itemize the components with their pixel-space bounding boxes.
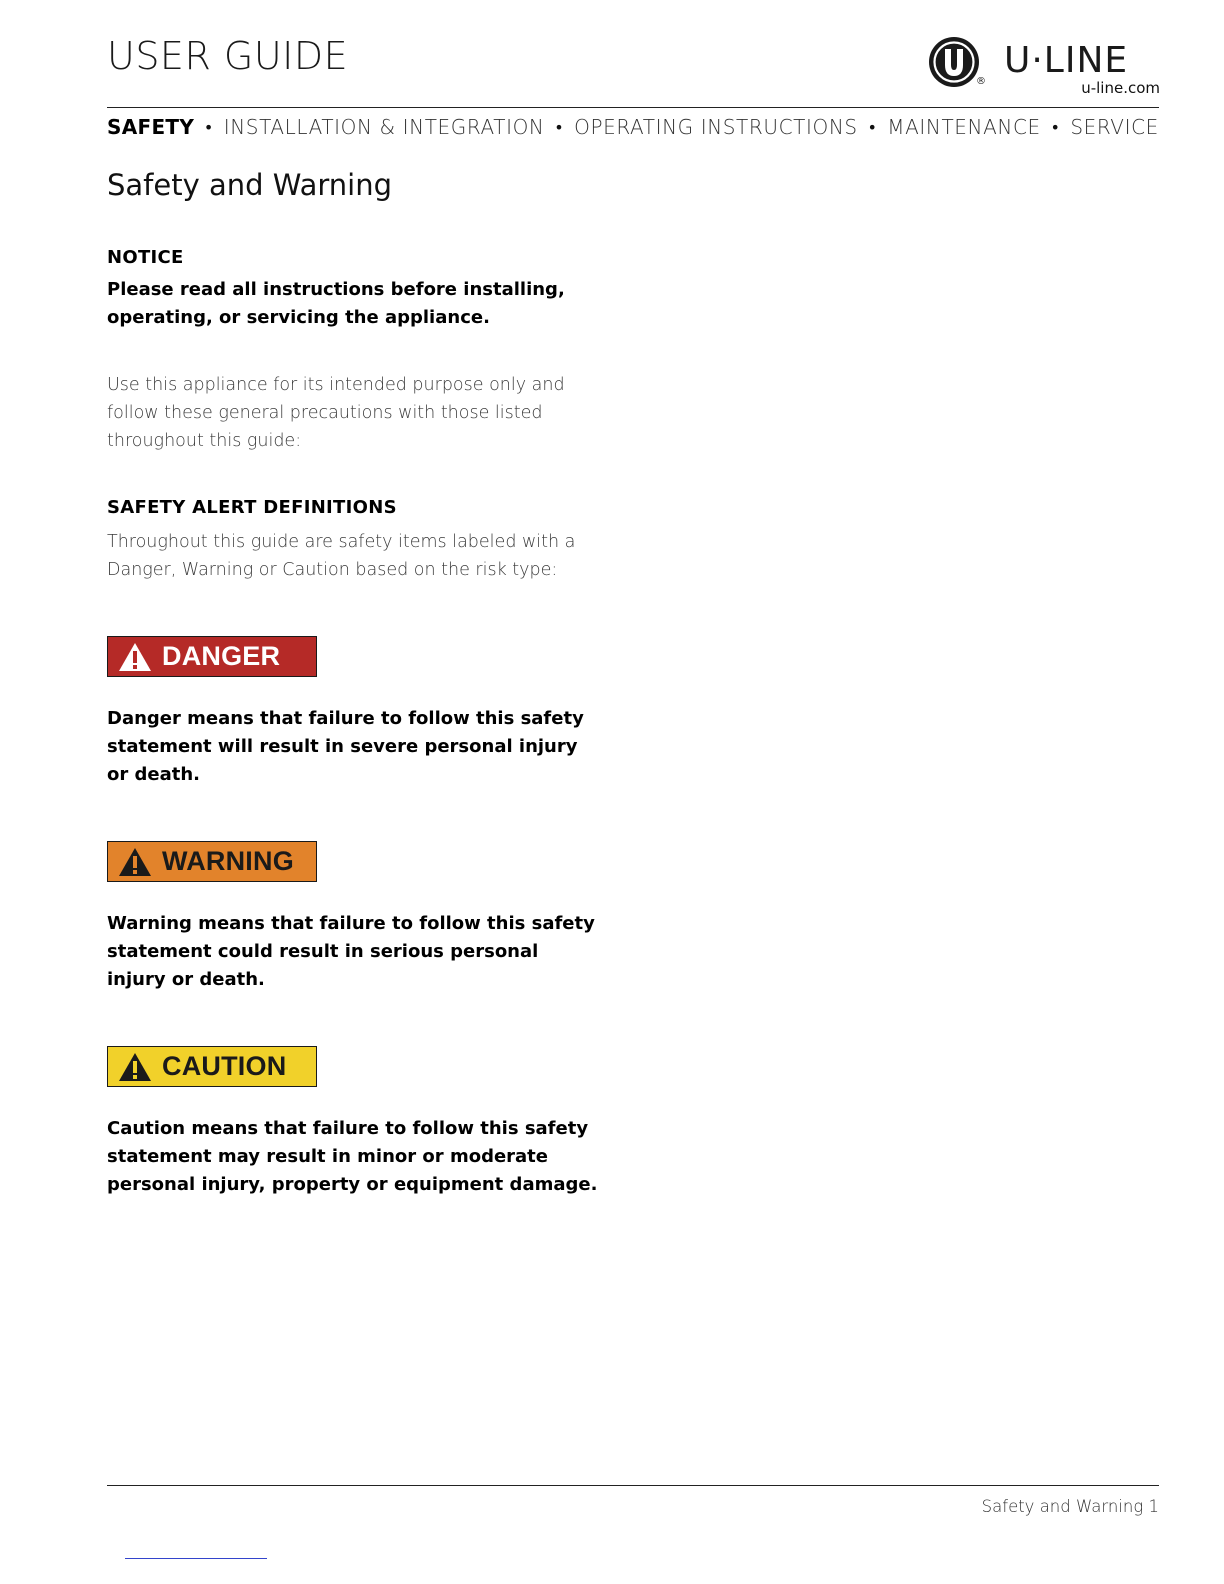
caution-label: CAUTION	[162, 1051, 287, 1081]
nav-separator: •	[867, 117, 878, 137]
nav-separator: •	[1050, 117, 1061, 137]
nav-item-maintenance[interactable]: MAINTENANCE	[887, 115, 1041, 139]
caution-label-box	[107, 1046, 317, 1087]
intro-text: Use this appliance for its intended purpose only and follow these general precautions with those listed throughout this guide:	[107, 375, 565, 451]
header-divider	[107, 107, 1159, 108]
warning-label-box	[107, 841, 317, 882]
page-footer-label: Safety and Warning 1	[981, 1497, 1159, 1516]
section-title: Safety and Warning	[107, 168, 392, 202]
footer-divider	[107, 1485, 1159, 1486]
brand-url: u-line.com	[1081, 79, 1160, 97]
nav-separator: •	[554, 117, 565, 137]
brand-logo-icon	[928, 36, 980, 88]
registered-mark: ®	[976, 76, 986, 87]
danger-text: Danger means that failure to follow this safety statement will result in severe personal injury or death.	[107, 708, 584, 785]
warning-text: Warning means that failure to follow this safety statement could result in serious personal injury or death.	[107, 913, 595, 990]
nav-separator: •	[203, 117, 214, 137]
nav-item-service[interactable]: SERVICE	[1070, 115, 1159, 139]
warning-triangle-icon	[118, 1052, 152, 1082]
document-title: USER GUIDE	[107, 34, 349, 78]
notice-text: Please read all instructions before installing, operating, or servicing the appliance.	[107, 279, 565, 328]
definitions-label: SAFETY ALERT DEFINITIONS	[107, 497, 397, 518]
nav-item-installation[interactable]: INSTALLATION & INTEGRATION	[223, 115, 545, 139]
warning-label: WARNING	[162, 846, 294, 876]
danger-label: DANGER	[162, 641, 281, 671]
notice-label: NOTICE	[107, 247, 184, 268]
caution-text: Caution means that failure to follow this safety statement may result in minor or moderate personal injury, property or equipment damage.	[107, 1118, 598, 1195]
danger-label-box	[107, 636, 317, 677]
brand-logo	[928, 34, 1160, 96]
warning-triangle-icon	[118, 642, 152, 672]
brand-wordmark: U·LINE	[1004, 40, 1129, 81]
link-underline	[125, 1558, 267, 1559]
section-nav	[107, 114, 1159, 140]
nav-item-operating[interactable]: OPERATING INSTRUCTIONS	[574, 115, 858, 139]
nav-item-safety[interactable]: SAFETY	[107, 115, 195, 139]
definitions-text: Throughout this guide are safety items labeled with a Danger, Warning or Caution based on the risk type:	[107, 532, 576, 580]
warning-triangle-icon	[118, 847, 152, 877]
